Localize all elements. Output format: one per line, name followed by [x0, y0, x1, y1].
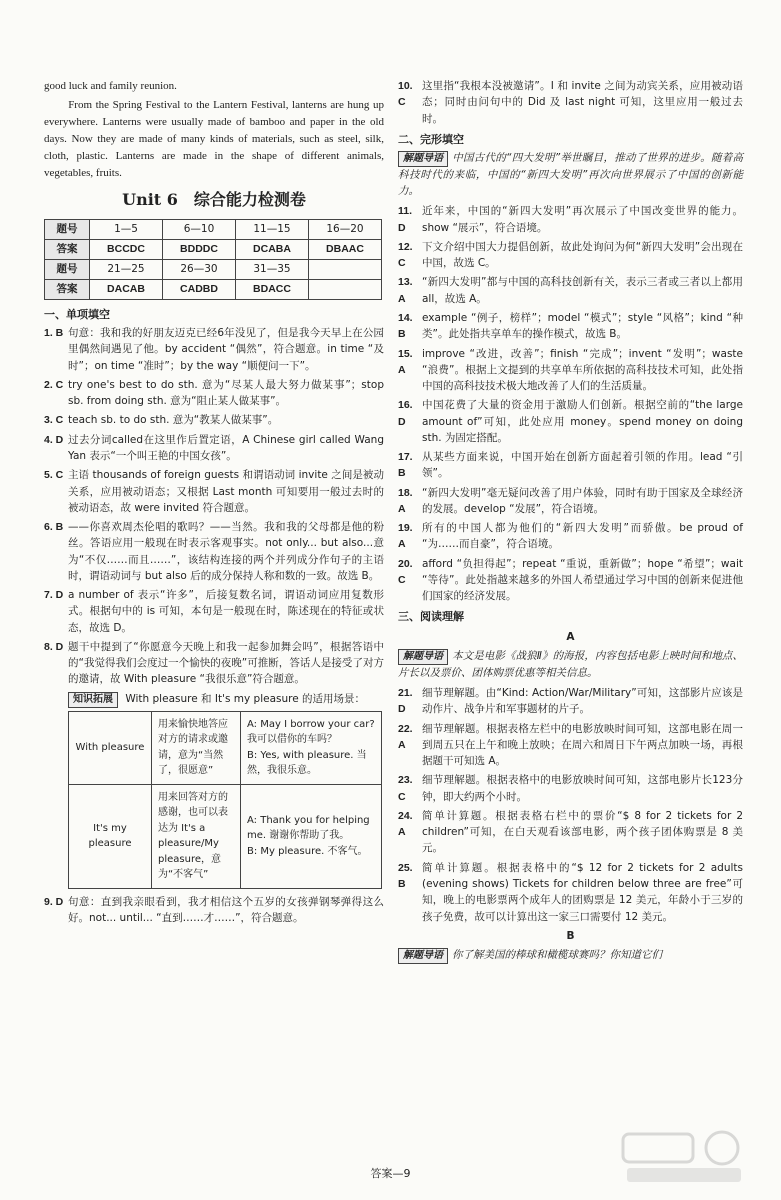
lead-tag: 解题导语: [398, 948, 448, 964]
item-number: 25. B: [398, 861, 413, 890]
item-explanation: 从某些方面来说，中国开始在创新方面起着引领的作用。lead “引领”。: [422, 451, 743, 480]
answer-table-num: 26—30: [163, 260, 236, 280]
phrase-cell: It's my pleasure: [69, 784, 152, 888]
item-number: 21. D: [398, 687, 413, 716]
item-explanation: 题干中提到了“你愿意今天晚上和我一起参加舞会吗”，根据答语中的“我觉得我们会度过一个愉快的夜晚”可推断，答话人是接受了对方的邀请，故 With pleasure “我很乐意”符合题意。: [68, 640, 384, 686]
lead-tag: 解题导语: [398, 151, 448, 167]
answer-item: [398, 78, 743, 127]
answer-item: [398, 310, 743, 343]
item-number: 20. C: [398, 557, 413, 586]
answer-table-num: 16—20: [309, 220, 382, 240]
lead-tag: 解题导语: [398, 649, 448, 665]
answer-table-value: DACAB: [90, 280, 163, 300]
item-number: 8. D: [44, 640, 64, 653]
answer-item: [44, 412, 384, 428]
answer-table-value: BCCDC: [90, 240, 163, 260]
item-number: 5. C: [44, 469, 64, 482]
answer-table: [44, 219, 382, 300]
knowledge-table: [68, 711, 382, 889]
answer-table-value: BDACC: [236, 280, 309, 300]
item-number: 17. B: [398, 451, 413, 480]
answer-item: [44, 894, 384, 927]
item-number: 18. A: [398, 486, 413, 515]
intro-paragraph: From the Spring Festival to the Lantern Festival, lanterns are hung up everywhere. Lanterns were usually made of bamboo and paper in the old days. Now they are made of many kinds of materials, such as steel, silk, cloth, plastic. Lanterns are made in the shape of different animals, vegetables, fruits.: [44, 99, 384, 180]
item-explanation: example “例子，榜样”；model “模式”；style “风格”；kind “种类”。此处指共享单车的操作模式，故选 B。: [422, 311, 743, 341]
answer-item: [44, 325, 384, 374]
answer-table-num: 6—10: [163, 220, 236, 240]
item-explanation: try one's best to do sth. 意为“尽某人最大努力做某事”；stop sb. from doing sth. 意为“阻止某人做某事”。: [68, 378, 384, 408]
answer-item: [44, 587, 384, 636]
phrase-cell: With pleasure: [69, 711, 152, 784]
knowledge-tag: 知识拓展: [68, 692, 118, 708]
item-number: 19. A: [398, 522, 413, 551]
answer-item: [398, 860, 743, 925]
item-explanation: 近年来，中国的“新四大发明”再次展示了中国改变世界的能力。show “展示”，符合语境。: [422, 205, 743, 234]
answer-table-value: DBAAC: [309, 240, 382, 260]
item-explanation: afford “负担得起”；repeat “重说，重新做”；hope “希望”；wait “等待”。此处指越来越多的外国人希望通过学习中国的创新来促进他们国家的经济发展。: [422, 557, 743, 603]
answer-item: [44, 467, 384, 516]
answer-item: [398, 721, 743, 770]
item-number: 22. A: [398, 722, 413, 751]
answer-table-num: 31—35: [236, 260, 309, 280]
item-explanation: 简单计算题。根据表格右栏中的票价“$ 8 for 2 tickets for 2 children”可知，在白天观看该部电影，两个孩子团体购票是 8 美元。: [422, 809, 743, 855]
item-number: 7. D: [44, 589, 64, 602]
page-footer: 答案—9: [370, 1167, 411, 1180]
lead-reading-a: [398, 648, 743, 681]
meaning-cell: 用来回答对方的感谢，也可以表达为 It's a pleasure/My pleasure，意为“不客气”: [152, 784, 241, 888]
left-column: [44, 78, 384, 929]
item-explanation: 主语 thousands of foreign guests 和谓语动词 invite 之间是被动关系，应用被动语态；又根据 Last month 可知要用一般过去时的被动语态，故 were invited 符合题意。: [68, 469, 384, 514]
lead-text: 本文是电影《战狼Ⅱ》的海报，内容包括电影上映时间和地点、片长以及票价、团体购票优惠等相关信息。: [398, 649, 743, 679]
intro-line-1: good luck and family reunion.: [44, 80, 177, 92]
example-cell: A: May I borrow your car? 我可以借你的车吗？ B: Yes, with pleasure. 当然，我很乐意。: [241, 711, 382, 784]
passage-label-a: A: [566, 630, 575, 643]
lead-reading-b: [398, 947, 743, 964]
item-explanation: a number of 表示“许多”，后接复数名词，谓语动词应用复数形式。根据句中的 is 可知，本句是一般现在时，陈述现在的特征或状态，故选 D。: [68, 589, 384, 634]
meaning-cell: 用来愉快地答应对方的请求或邀请，意为“当然了，很愿意”: [152, 711, 241, 784]
answer-item: [44, 432, 384, 465]
answer-table-value: DCABA: [236, 240, 309, 260]
answer-table-value: BDDDC: [163, 240, 236, 260]
section-title-cloze: 二、完形填空: [398, 132, 464, 146]
item-explanation: 下文介绍中国大力提倡创新，故此处询问为何“新四大发明”会出现在中国，故选 C。: [422, 240, 743, 270]
item-explanation: 句意：直到我亲眼看到，我才相信这个五岁的女孩弹钢琴弹得这么好。not... until... “直到……才……”，符合题意。: [68, 895, 384, 924]
item-number: 2. C: [44, 378, 64, 391]
item-number: 4. D: [44, 433, 64, 446]
answer-table-num: 11—15: [236, 220, 309, 240]
item-number: 15. A: [398, 347, 413, 376]
section-title-single-choice: 一、单项填空: [44, 308, 110, 322]
answer-item: [44, 377, 384, 410]
item-number: 1. B: [44, 327, 64, 340]
lead-text: 你了解美国的棒球和橄榄球赛吗？你知道它们: [452, 949, 662, 962]
answer-item: [398, 397, 743, 446]
item-number: 14. B: [398, 311, 413, 341]
item-number: 24. A: [398, 809, 413, 839]
item-explanation: 所有的中国人都为他们的“新四大发明”而骄傲。be proud of “为……而自豪”，符合语境。: [422, 522, 743, 551]
answer-item: [398, 685, 743, 718]
answer-item: [44, 519, 384, 584]
item-number: 6. B: [44, 521, 64, 534]
item-number: 12. C: [398, 240, 413, 270]
answer-table-ans-label: 答案: [45, 240, 90, 260]
item-explanation: 细节理解题。根据表格左栏中的电影放映时间可知，这部电影在周一到周五只在上午和晚上放映；在周六和周日下午两点加映一场，再根据题干可知选 A。: [422, 722, 743, 768]
answer-table-ans-label: 答案: [45, 280, 90, 300]
answer-item: [398, 239, 743, 272]
answer-table-num-label: 题号: [45, 220, 90, 240]
item-number: 10. C: [398, 80, 413, 109]
item-number: 11. D: [398, 205, 413, 234]
item-explanation: “新四大发明”都与中国的高科技创新有关，表示三者或三者以上都用 all，故选 A。: [422, 276, 743, 305]
answer-table-num-label: 题号: [45, 260, 90, 280]
item-explanation: 这里指“我根本没被邀请”。I 和 invite 之间为动宾关系，应用被动语态；同时由问句中的 Did 及 last night 可知，这里应用一般过去时。: [422, 80, 743, 125]
item-number: 13. A: [398, 276, 413, 305]
item-explanation: “新四大发明”毫无疑问改善了用户体验，同时有助于国家及全球经济的发展。develop “发展”，符合语境。: [422, 486, 743, 515]
answer-item: [398, 772, 743, 805]
passage-label-b: B: [566, 929, 575, 942]
right-column: [398, 78, 743, 968]
section-title-reading: 三、阅读理解: [398, 610, 464, 624]
item-explanation: 过去分词called在这里作后置定语，A Chinese girl called Wang Yan 表示“一个叫王艳的中国女孩”。: [68, 433, 384, 462]
lead-text: 中国古代的“四大发明”举世瞩目，推动了世界的进步。随着高科技时代的来临，中国的“新四大发明”再次向世界展示了中国的创新能力。: [398, 151, 743, 198]
answer-table-num: 21—25: [90, 260, 163, 280]
answer-table-num: [309, 260, 382, 280]
answer-table-value: [309, 280, 382, 300]
item-explanation: 句意：我和我的好朋友迈克已经6年没见了，但是我今天早上在公园里偶然间遇见了他。by accident “偶然”，符合题意。in time “及时”；on time “准时”；by the way “顺便问一下”。: [68, 327, 384, 372]
item-explanation: 细节理解题。根据表格中的电影放映时间可知，这部电影片长123分钟，即大约两个小时。: [422, 774, 743, 803]
lead-cloze: [398, 150, 743, 200]
answer-item: [44, 639, 384, 688]
item-explanation: improve “改进，改善”；finish “完成”；invent “发明”；waste “浪费”。根据上文提到的共享单车所依据的高科技技术可知，此处指中国的高科技技术极大地改善了人们的生活质量。: [422, 347, 743, 393]
item-number: 9. D: [44, 895, 64, 908]
answer-item: [398, 449, 743, 482]
item-explanation: teach sb. to do sth. 意为“教某人做某事”。: [68, 414, 279, 427]
item-explanation: ——你喜欢周杰伦唱的歌吗？——当然。我和我的父母都是他的粉丝。答语应用一般现在时表示客观事实。not only... but also...意为“不仅……而且……”，该结构连接的两个并列成分作句子的主语时，谓语动词与 but also 后的成分保持人称和数的一致。故选 B。: [68, 521, 384, 582]
example-cell: A: Thank you for helping me. 谢谢你帮助了我。 B: My pleasure. 不客气。: [241, 784, 382, 888]
item-explanation: 细节理解题。由“Kind: Action/War/Military”可知，这部影片应该是动作片、战争片和军事题材的片子。: [422, 687, 743, 716]
answer-item: [398, 485, 743, 518]
knowledge-title: With pleasure 和 It's my pleasure 的适用场景：: [125, 692, 366, 705]
watermark-logo-icon: [617, 1126, 747, 1186]
item-number: 16. D: [398, 399, 413, 428]
item-number: 3. C: [44, 414, 64, 427]
item-explanation: 简单计算题。根据表格中的“$ 12 for 2 tickets for 2 adults (evening shows) Tickets for children below three are free”可知，晚上的电影票两个成年人的团购票是 12 美元，年龄小于三岁的孩子免费，故可以计算出这一家三口需要付 12 美元。: [422, 861, 743, 923]
answer-item: [398, 274, 743, 307]
knowledge-extension: [68, 691, 384, 708]
answer-table-value: CADBD: [163, 280, 236, 300]
answer-item: [398, 520, 743, 553]
answer-item: [398, 808, 743, 857]
answer-item: [398, 346, 743, 395]
answer-item: [398, 556, 743, 605]
answer-item: [398, 203, 743, 236]
item-explanation: 中国花费了大量的资金用于激励人们创新。根据空前的“the large amount of”可知，此处应用 money。spend money on doing sth. 为固定搭配。: [422, 399, 743, 444]
item-number: 23. C: [398, 774, 413, 803]
unit-title: Unit 6 综合能力检测卷: [122, 190, 306, 210]
answer-table-num: 1—5: [90, 220, 163, 240]
